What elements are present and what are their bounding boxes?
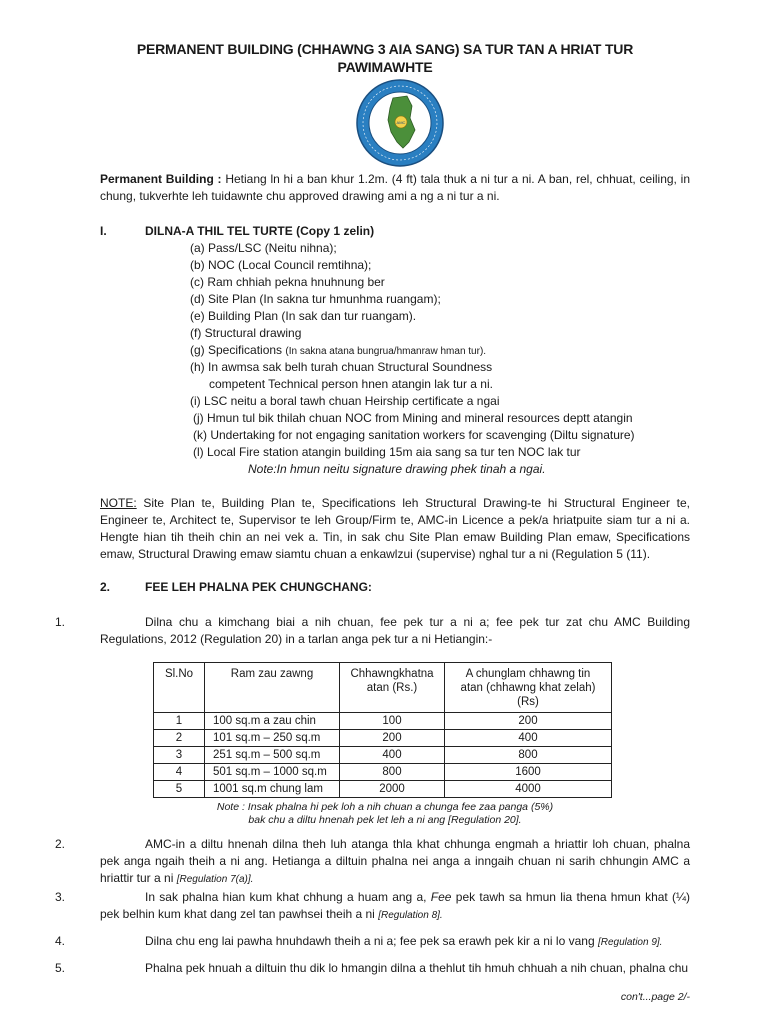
cell-first-floor-fee: 800 (340, 764, 445, 781)
continued-footer: con't...page 2/- (620, 991, 690, 1003)
paragraph-3-text-a: In sak phalna hian kum khat chhung a huam ang a, (145, 890, 427, 904)
title-line-2: PAWIMAWHTE (337, 59, 433, 75)
note-paragraph (100, 495, 690, 563)
cell-first-floor-fee: 400 (340, 747, 445, 764)
paragraph-5-number: 5. (55, 961, 66, 975)
table-row (154, 747, 612, 764)
paragraph-3 (55, 889, 691, 924)
cell-sl-no: 2 (154, 730, 205, 747)
requirement-item-d: (d) Site Plan (In sakna tur hmunhma ruangam); (190, 292, 441, 306)
paragraph-4 (55, 933, 690, 951)
requirement-item-h-continued: competent Technical person hnen atangin lak tur a ni. (209, 377, 493, 391)
cell-upper-floor-fee: 1600 (445, 764, 612, 781)
requirement-item-f: (f) Structural drawing (190, 326, 302, 340)
table-row (154, 781, 612, 798)
cell-sl-no: 4 (154, 764, 205, 781)
section-2-number: 2. (100, 580, 111, 594)
requirement-item-e: (e) Building Plan (In sak dan tur ruangam). (190, 309, 417, 323)
requirement-item-h: (h) In awmsa sak belh turah chuan Structural Soundness (190, 360, 493, 374)
section-1-heading: DILNA-A THIL TEL TURTE (Copy 1 zelin) (145, 224, 375, 238)
fee-table-header-row (154, 663, 612, 713)
paragraph-2-text: AMC-in a diltu hnenah dilna theh luh atanga thla khat chhunga engmah a hriattir loh chuan, phalna pek anga ngaih theih a ni ang. Hetianga a diltuin phalna nei anga a inngaih chuan ni sarih chhungin AMC a hriattir tur a ni (100, 837, 690, 885)
intro-label: Permanent Building : (100, 172, 222, 186)
cell-upper-floor-fee: 200 (445, 713, 612, 730)
table-row (154, 764, 612, 781)
cell-area: 501 sq.m – 1000 sq.m (205, 764, 340, 781)
cell-area: 100 sq.m a zau chin (205, 713, 340, 730)
requirement-item-j: (j) Hmun tul bik thilah chuan NOC from Mining and mineral resources deptt atangin (193, 411, 633, 425)
requirement-item-b: (b) NOC (Local Council remtihna); (190, 258, 372, 272)
cell-sl-no: 1 (154, 713, 205, 730)
paragraph-2-reference: [Regulation 7(a)]. (176, 874, 254, 885)
paragraph-3-number: 3. (55, 890, 66, 904)
requirement-item-a: (a) Pass/LSC (Neitu nihna); (190, 241, 337, 255)
fee-table (153, 662, 612, 798)
signature-note: Note:In hmun neitu signature drawing phek tinah a ngai. (248, 462, 546, 476)
requirement-item-l: (l) Local Fire station atangin building 15m aia sang sa tur ten NOC lak tur (193, 445, 581, 459)
title-line-1: PERMANENT BUILDING (CHHAWNG 3 AIA SANG) SA TUR TAN A HRIAT TUR (136, 41, 634, 57)
paragraph-4-number: 4. (55, 934, 66, 948)
paragraph-3-text-b: pek tawh sa hmun lia thena hmun khat (¼) pek belhin kum khat dang zel tan pawhsei theih a ni (100, 890, 691, 921)
note-label: NOTE: (100, 496, 137, 510)
table-note-line-1: Note : Insak phalna hi pek loh a nih chuan a chunga fee zaa panga (5%) (216, 801, 554, 813)
paragraph-2-number: 2. (55, 837, 66, 851)
paragraph-2 (55, 836, 690, 888)
section-1-number: I. (100, 224, 107, 238)
cell-upper-floor-fee: 800 (445, 747, 612, 764)
intro-text: Hetiang ln hi a ban khur 1.2m. (4 ft) tala thuk a ni tur a ni. A ban, rel, chhuat, ceiling, in chung, tukverhte leh tuidawnte chu approved drawing ami a ng a ni tur a ni. (100, 172, 690, 203)
paragraph-4-text: Dilna chu eng lai pawha hnuhdawh theih a ni a; fee pek sa erawh pek kir a ni lo vang (145, 934, 595, 948)
paragraph-3-fee-word: Fee (430, 890, 452, 904)
cell-upper-floor-fee: 4000 (445, 781, 612, 798)
header-first-floor: Chhawngkhatna atan (Rs.) (340, 663, 445, 713)
cell-first-floor-fee: 2000 (340, 781, 445, 798)
header-area: Ram zau zawng (205, 663, 340, 713)
cell-sl-no: 5 (154, 781, 205, 798)
paragraph-5 (55, 960, 690, 977)
paragraph-1 (55, 614, 690, 648)
svg-text:AMC: AMC (396, 120, 406, 125)
paragraph-1-text: Dilna chu a kimchang biai a nih chuan, fee pek tur a ni a; fee pek tur zat chu AMC Building Regulations, 2012 (Regulation 20) in a tarlan anga pek tur a ni Hetiangin:- (100, 615, 690, 646)
amc-seal-logo (355, 78, 445, 168)
intro-paragraph (100, 171, 690, 205)
table-note-line-2: bak chu a diltu hnenah pek let leh a ni ang [Regulation 20]. (248, 814, 522, 826)
cell-first-floor-fee: 100 (340, 713, 445, 730)
table-note (150, 801, 620, 827)
requirement-item-g-label: (g) Specifications (190, 343, 283, 357)
note-text: Site Plan te, Building Plan te, Specifications leh Structural Drawing-te hi Structural Engineer te, Engineer te, Architect te, Supervisor te leh Group/Firm te, AMC-in Licence a pek/a hriatpuite siam tur a ni a. Hengte hian tih theih chin an nei vek a. Tin, in sak chu Site Plan emaw Building Plan emaw, Specifications emaw, Structural Drawing emaw siamtu chuan a enkawlzui (supervise) nghal tur a ni (Regulation 5 (11). (100, 496, 690, 561)
paragraph-4-reference: [Regulation 9]. (597, 937, 663, 948)
paragraph-3-reference: [Regulation 8]. (378, 910, 443, 921)
header-sl-no: Sl.No (154, 663, 205, 713)
paragraph-5-text: Phalna pek hnuah a diltuin thu dik lo hmangin dilna a thehlut tih hmuh chhuah a nih chuan, phalna chu (145, 961, 689, 975)
requirement-item-i: (i) LSC neitu a boral tawh chuan Heirship certificate a ngai (190, 394, 500, 408)
requirement-item-g (190, 342, 486, 360)
table-row (154, 713, 612, 730)
requirement-item-k: (k) Undertaking for not engaging sanitation workers for scavenging (Diltu signature) (193, 428, 635, 442)
paragraph-1-number: 1. (55, 615, 66, 629)
cell-upper-floor-fee: 400 (445, 730, 612, 747)
requirement-item-c: (c) Ram chhiah pekna hnuhnung ber (190, 275, 385, 289)
cell-area: 1001 sq.m chung lam (205, 781, 340, 798)
page-title (100, 40, 670, 76)
cell-first-floor-fee: 200 (340, 730, 445, 747)
section-2-heading: FEE LEH PHALNA PEK CHUNGCHANG: (145, 580, 372, 594)
cell-area: 251 sq.m – 500 sq.m (205, 747, 340, 764)
requirement-item-g-detail: (In sakna atana bungrua/hmanraw hman tur). (285, 346, 487, 357)
table-row (154, 730, 612, 747)
cell-area: 101 sq.m – 250 sq.m (205, 730, 340, 747)
header-upper-floors: A chunglam chhawng tin atan (chhawng khat zelah) (Rs) (445, 663, 612, 713)
cell-sl-no: 3 (154, 747, 205, 764)
